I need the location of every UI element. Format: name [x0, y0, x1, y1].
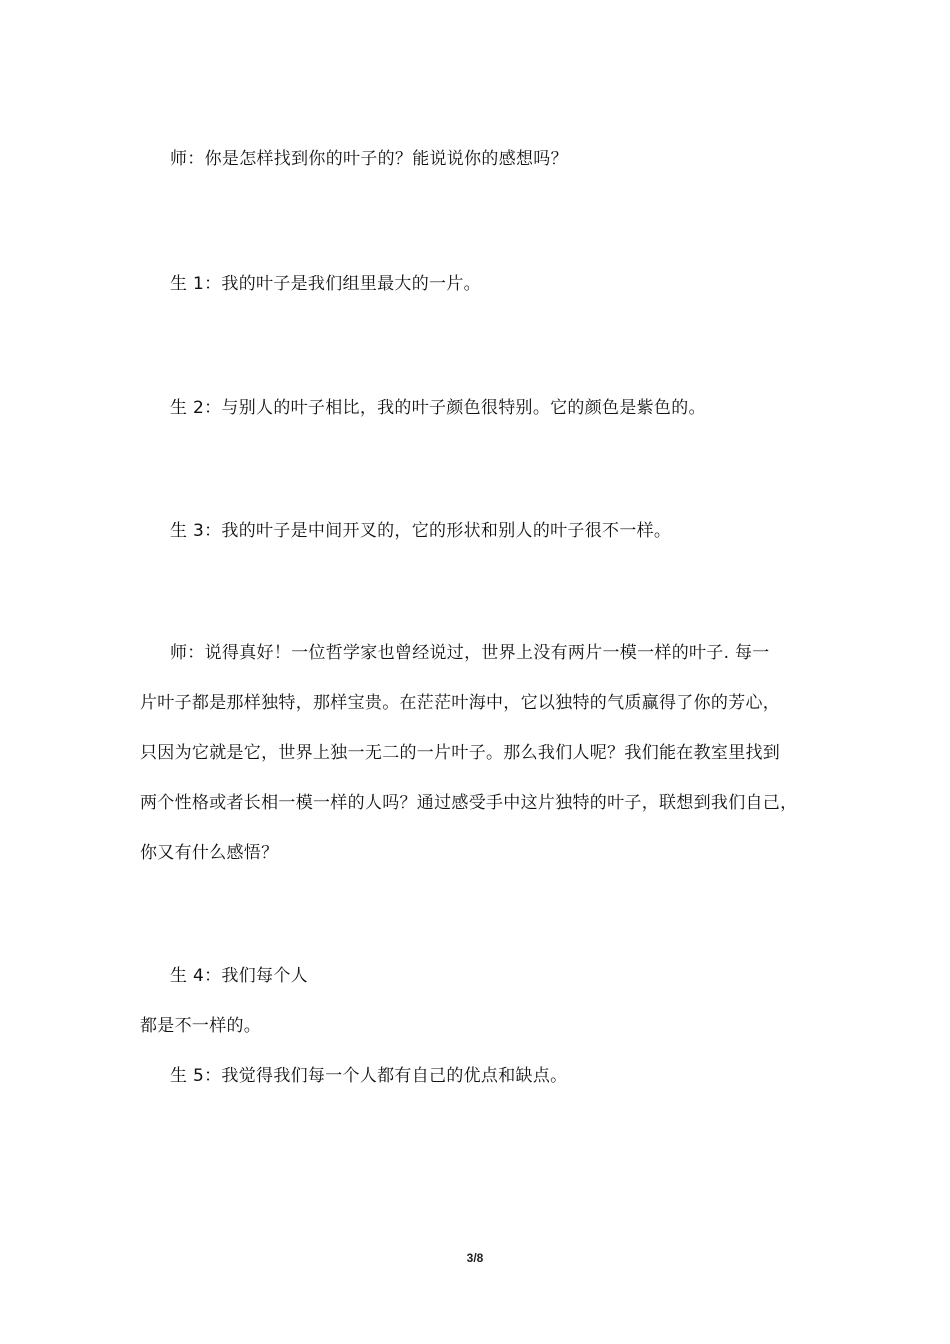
teacher-question-line: 师：你是怎样找到你的叶子的？能说说你的感想吗？	[170, 149, 568, 169]
student-4-answer-line-2: 都是不一样的。	[140, 1016, 262, 1036]
student-3-answer-line: 生 3：我的叶子是中间开叉的，它的形状和别人的叶子很不一样。	[170, 521, 672, 541]
student-5-answer-line: 生 5：我觉得我们每一个人都有自己的优点和缺点。	[170, 1066, 568, 1086]
teacher-paragraph-line-2: 片叶子都是那样独特，那样宝贵。在茫茫叶海中，它以独特的气质赢得了你的芳心，	[140, 693, 781, 713]
teacher-paragraph-line-4: 两个性格或者长相一模一样的人吗？通过感受手中这片独特的叶子，联想到我们自己，	[140, 793, 798, 813]
teacher-paragraph-line-3: 只因为它就是它，世界上独一无二的一片叶子。那么我们人呢？我们能在教室里找到	[140, 743, 781, 763]
teacher-paragraph-line-1: 师：说得真好！一位哲学家也曾经说过，世界上没有两片一模一样的叶子. 每一	[170, 643, 770, 663]
teacher-paragraph-line-5: 你又有什么感悟？	[140, 843, 279, 863]
student-4-answer-line-1: 生 4：我们每个人	[170, 966, 308, 986]
page-number: 3/8	[466, 1251, 484, 1265]
student-2-answer-line: 生 2：与别人的叶子相比，我的叶子颜色很特别。它的颜色是紫色的。	[170, 398, 706, 418]
student-1-answer-line: 生 1：我的叶子是我们组里最大的一片。	[170, 274, 481, 294]
